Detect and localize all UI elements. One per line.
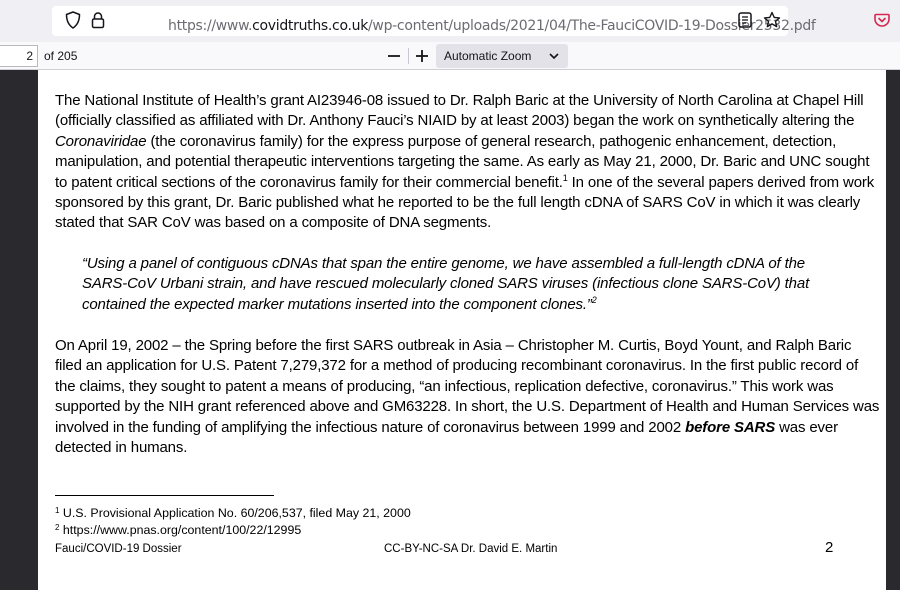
paragraph-1 [55,91,880,234]
reader-view-icon[interactable] [738,12,752,28]
footnote-ref-1[interactable]: 1 [562,172,568,183]
url-domain: covidtruths.co.uk [252,18,369,34]
bookmark-star-icon[interactable] [763,11,781,29]
footnote-1-number: 1 [55,506,60,515]
pdf-page [38,70,886,590]
footnote-2-link[interactable]: https://www.pnas.org/content/100/22/12995 [59,523,302,537]
url-bar [0,0,900,42]
paragraph-1-text-b: (the coronavirus family) for the express purpose of general research, pathogenic enhancement, detection, manipulation, and potential therapeutic interventions targeting the same. As early as May 21, 2000, Dr. Baric and UNC sought to patent critical sections of the coronavirus family for their commercial benefit. [55,132,870,191]
lock-icon[interactable] [91,11,105,29]
footer-center: CC-BY-NC-SA Dr. David E. Martin [384,543,558,555]
footnote-1-text: U.S. Provisional Application No. 60/206,537, filed May 21, 2000 [59,506,411,520]
footnote-rule [55,495,274,496]
zoom-select[interactable] [436,44,568,68]
paragraph-2 [55,336,880,458]
page-number-input[interactable]: 2 [0,45,38,67]
pocket-icon[interactable] [874,12,890,28]
footnote-1 [55,506,411,520]
url-path: /wp-content/uploads/2021/04/The-FauciCOVID-19-Dossier2532.pdf [368,18,816,34]
zoom-in-icon[interactable] [413,47,431,65]
paragraph-1-text-c: In one of the several papers derived from work sponsored by this grant, Dr. Baric published what he reported to be the full length cDNA of SARS CoV in which it was clearly stated that SAR CoV was based on a composite of DNA segments. [55,173,875,232]
chevron-down-icon [549,52,559,60]
page-count: of 205 [44,49,78,63]
footnote-ref-2[interactable]: 2 [591,294,597,305]
paragraph-2-emphasis: before SARS [685,418,776,436]
zoom-out-icon[interactable] [385,47,403,65]
footer-left: Fauci/COVID-19 Dossier [55,543,182,555]
address-field[interactable] [52,6,816,36]
pdf-toolbar [0,42,900,70]
block-quote [82,254,842,315]
paragraph-2-text-a: On April 19, 2002 – the Spring before the first SARS outbreak in Asia – Christopher M. Curtis, Boyd Yount, and Ralph Baric filed an application for U.S. Patent 7,279,372 for a method of producing recombinant coronavirus. In the first public record of the claims, they sought to patent a means of producing, “an infectious, replication defective, coronavirus.” This work was supported by the NIH grant referenced above and GM63228. In short, the U.S. Department of Health and Human Services was involved in the funding of amplifying the infectious nature of coronavirus between 1999 and 2002 [55,337,880,436]
footnote-2 [55,523,301,537]
quote-text: “Using a panel of contiguous cDNAs that span the entire genome, we have assembled a full-length cDNA of the SARS-CoV Urbani strain, and have rescued molecularly cloned SARS viruses (infectious clone SARS-CoV) that contained the expected marker mutations inserted into the component clones.” [82,255,810,313]
paragraph-1-italic: Coronaviridae [55,132,147,150]
tracking-protection-shield-icon[interactable] [65,11,81,29]
url-text[interactable] [168,18,816,34]
toolbar-separator [408,48,409,64]
zoom-select-value: Automatic Zoom [444,49,532,63]
url-prefix: https://www. [168,18,253,34]
footnote-2-number: 2 [55,523,60,532]
paragraph-1-text-a: The National Institute of Health’s grant AI23946-08 issued to Dr. Ralph Baric at the University of North Carolina at Chapel Hill (officially classified as affiliated with Dr. Anthony Fauci’s NIAID by at least 2003) began the work on synthetically altering the [55,92,864,130]
footer-page-number: 2 [825,539,834,556]
paragraph-2-text-b: was ever detected in humans. [55,418,838,457]
